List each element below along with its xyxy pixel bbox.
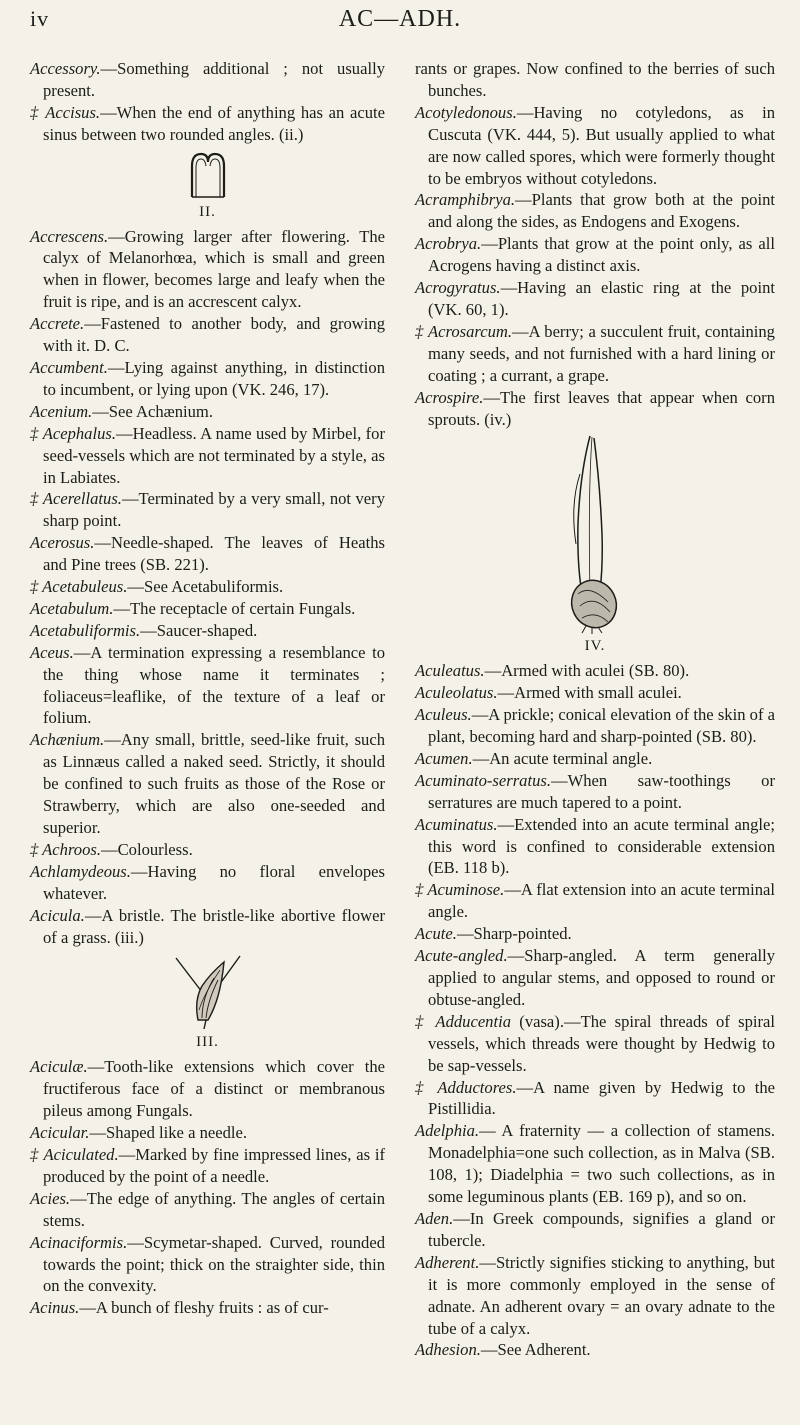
entry-text: —Strictly signifies sticking to anything, but it is more commonly employed in the sense of adnate. An adherent ovary = an ovary adnate to the tube of a calyx.: [428, 1252, 775, 1338]
figure-caption: II.: [199, 203, 216, 220]
entry-text: —Growing larger after flowering. The calyx of Melanorhœa, which is small and green when in flower, becomes large and leafy when the fruit is ripe, and is an accrescent calyx.: [43, 226, 385, 312]
entry-term: Achlamydeous.: [30, 861, 131, 881]
entry-adhesion: [415, 1339, 775, 1361]
entry-term: Acinus.: [30, 1298, 80, 1318]
entry-term: Acuminato-serratus.: [415, 770, 551, 790]
entry-term: Acinaciformis.: [30, 1232, 128, 1252]
entry-term: Acies.: [30, 1188, 71, 1208]
entry-term: Acicula.: [30, 905, 85, 925]
entry-continuation: [415, 58, 775, 102]
left-column: [30, 58, 385, 1319]
figure-ii: [30, 150, 385, 224]
entry-term: ‡ Acetabuleus.: [30, 577, 128, 597]
entry-text: —See Achænium.: [92, 401, 213, 421]
entry-acicula: [30, 905, 385, 949]
entry-term: ‡ Achroos.: [30, 839, 101, 859]
entry-text: —The edge of anything. The angles of certain stems.: [43, 1188, 385, 1230]
entry-text: — A fraternity — a collection of stamens. Monadelphia=one such collection, as in Malva (SB. 108, 1); Diadelphia = two such collections, as in some leguminous plants (EB. 169 p), and so on.: [428, 1121, 775, 1207]
entry-text: —Terminated by a very small, not very sharp point.: [43, 489, 385, 531]
entry-text: rants or grapes. Now confined to the berries of such bunches.: [415, 59, 775, 100]
entry-acuminatus: [415, 814, 775, 880]
entry-term: Aden.: [415, 1208, 454, 1228]
entry-term: Acumen.: [415, 748, 473, 768]
entry-acinus: [30, 1297, 385, 1319]
entry-text: —When saw-toothings or serratures are much tapered to a point.: [428, 770, 775, 812]
entry-text: —A bristle. The bristle-like abortive flower of a grass. (iii.): [43, 905, 385, 947]
entry-accessory: [30, 58, 385, 102]
entry-text: —A prickle; conical elevation of the skin of a plant, becoming hard and sharp-pointed (SB. 80).: [428, 705, 775, 747]
entry-acute-angled: [415, 945, 775, 1011]
entry-term: Acerosus.: [30, 533, 95, 553]
entry-text: —Armed with small aculei.: [497, 683, 682, 703]
entry-aden: [415, 1208, 775, 1252]
entry-text: —Marked by fine impressed lines, as if produced by the point of a needle.: [43, 1144, 385, 1186]
figure-iii: [30, 952, 385, 1054]
entry-adelphia: [415, 1120, 775, 1208]
figure-iv: [415, 434, 775, 658]
entry-term: Achænium.: [30, 730, 105, 750]
entry-text: —Colourless.: [101, 839, 193, 859]
entry-adducentia: [415, 1011, 775, 1077]
right-column: [415, 58, 775, 1361]
entry-aculeolatus: [415, 682, 775, 704]
entry-term: Aceus.: [30, 642, 74, 662]
entry-text: —A berry; a succulent fruit, containing many seeds, and not furnished with a hard lining or coating ; a currant, a grape.: [428, 321, 775, 385]
entry-text: —Plants that grow both at the point and along the sides, as Endogens and Exogens.: [428, 190, 775, 232]
entry-text: —Plants that grow at the point only, as all Acrogens having a distinct axis.: [428, 234, 775, 276]
entry-text: —Having no cotyledons, as in Cuscuta (VK. 444, 5). But usually applied to what are now called spores, which were formerly thought to be embryos without cotyledons.: [428, 102, 775, 188]
entry-term: ‡ Acerellatus.: [30, 489, 122, 509]
entry-text: —Needle-shaped. The leaves of Heaths and Pine trees (SB. 221).: [43, 533, 385, 575]
entry-term: Adelphia.: [415, 1121, 480, 1141]
entry-acumen: [415, 748, 775, 770]
entry-term: Acetabuliformis.: [30, 620, 141, 640]
entry-aculeus: [415, 704, 775, 748]
entry-acerosus: [30, 532, 385, 576]
entry-accrescens: [30, 226, 385, 314]
entry-text: —A name given by Hedwig to the Pistillidia.: [428, 1077, 775, 1119]
entry-term: Acute.: [415, 924, 457, 944]
entry-text: —Fastened to another body, and growing with it. D. C.: [43, 314, 385, 356]
entry-acramphibrya: [415, 189, 775, 233]
entry-acerellatus: [30, 488, 385, 532]
entry-term: Adhesion.: [415, 1340, 481, 1360]
entry-adherent: [415, 1252, 775, 1340]
entry-acuminose: [415, 879, 775, 923]
entry-text: —Something additional ; not usually present.: [43, 59, 385, 100]
entry-text: —Sharp-angled. A term generally applied to angular stems, and opposed to round or obtuse-angled.: [428, 946, 775, 1009]
entry-text: —Lying against anything, in distinction to incumbent, or lying upon (VK. 246, 17).: [43, 357, 385, 399]
entry-term: Aciculæ.: [30, 1057, 88, 1077]
entry-text: —Scymetar-shaped. Curved, rounded towards the point; thick on the straighter side, thin on the convexity.: [43, 1232, 385, 1296]
entry-text: (vasa).—The spiral threads of spiral vessels, which threads were thought by Hedwig to be sap-vessels.: [428, 1011, 775, 1075]
entry-text: —Headless. A name used by Mirbel, for seed-vessels which are not terminated by a style, as in Labiates.: [43, 423, 386, 487]
entry-text: —See Acetabuliformis.: [127, 577, 284, 597]
entry-aciculae: [30, 1056, 385, 1122]
entry-achaenium: [30, 729, 385, 839]
entry-aciculated: [30, 1144, 385, 1188]
entry-acenium: [30, 401, 385, 423]
entry-term: Aculeolatus.: [415, 683, 498, 703]
entry-achlamydeous: [30, 861, 385, 905]
entry-acrobrya: [415, 233, 775, 277]
entry-acephalus: [30, 423, 385, 489]
entry-term: ‡ Adductores.: [415, 1077, 517, 1097]
acrospire-grain-illustration: [550, 434, 640, 634]
entry-term: Acicular.: [30, 1123, 90, 1143]
entry-text: —A flat extension into an acute terminal angle.: [428, 880, 776, 922]
entry-acicular: [30, 1122, 385, 1144]
acicula-grass-flower-illustration: [168, 952, 248, 1030]
entry-term: Acrobrya.: [415, 234, 482, 254]
entry-text: —Having an elastic ring at the point (VK. 60, 1).: [428, 278, 775, 319]
entry-term: ‡ Acuminose.: [415, 880, 505, 900]
entry-adductores: [415, 1077, 775, 1121]
entry-text: —Extended into an acute terminal angle; this word is confined to considerable extension (EB. 118 b).: [428, 814, 775, 878]
entry-acotyledonous: [415, 102, 775, 190]
entry-aceus: [30, 642, 385, 730]
entry-term: Acenium.: [30, 401, 93, 421]
entry-term: Accrete.: [30, 314, 85, 334]
entry-text: —Sharp-pointed.: [456, 924, 572, 944]
entry-text: —Armed with aculei (SB. 80).: [484, 661, 690, 681]
entry-term: Accessory.: [30, 59, 101, 78]
entry-term: ‡ Acrosarcum.: [415, 321, 513, 341]
entry-acuminato-serratus: [415, 770, 775, 814]
entry-acetabuliformis: [30, 620, 385, 642]
entry-term: ‡ Aciculated.: [30, 1144, 119, 1164]
entry-accisus: [30, 102, 385, 146]
entry-acrospire: [415, 387, 775, 431]
entry-term: Acramphibrya.: [415, 190, 516, 210]
entry-text: —The first leaves that appear when corn sprouts. (iv.): [428, 387, 775, 429]
entry-term: Adherent.: [415, 1252, 480, 1272]
entry-text: —In Greek compounds, signifies a gland or tubercle.: [428, 1208, 775, 1250]
entry-term: Acute-angled.: [415, 946, 508, 966]
entry-acinaciformis: [30, 1232, 385, 1298]
entry-acrogyratus: [415, 277, 775, 321]
entry-accumbent: [30, 357, 385, 401]
entry-achroos: [30, 839, 385, 861]
entry-term: ‡ Accisus.: [30, 102, 101, 122]
entry-text: —Tooth-like extensions which cover the fructiferous face of a distinct or membranous pileus among Fungals.: [43, 1057, 385, 1121]
entry-text: —Saucer-shaped.: [140, 620, 258, 640]
entry-text: —See Adherent.: [480, 1340, 591, 1360]
entry-text: —A termination expressing a resemblance to the thing whose name it terminates ; foliaceus=leaflike, of the texture of a leaf or folium.: [43, 642, 385, 728]
entry-acetabulum: [30, 598, 385, 620]
entry-text: —A bunch of fleshy fruits : as of cur-: [79, 1298, 329, 1318]
entry-accrete: [30, 313, 385, 357]
entry-term: ‡ Acephalus.: [30, 423, 116, 443]
figure-caption: IV.: [584, 638, 606, 655]
figure-caption: III.: [196, 1034, 219, 1051]
entry-acetabuleus: [30, 576, 385, 598]
accisus-leaf-illustration: [178, 150, 238, 200]
entry-acute: [415, 923, 775, 945]
entry-term: Aculeatus.: [415, 661, 485, 681]
entry-text: —An acute terminal angle.: [472, 748, 653, 768]
entry-acrosarcum: [415, 321, 775, 387]
entry-text: —Shaped like a needle.: [89, 1123, 248, 1143]
entry-text: —Any small, brittle, seed-like fruit, such as Linnæus called a naked seed. Strictly, it should be confined to such fruits as those of the Rose or Strawberry, which are also one-seeded and superior.: [43, 730, 385, 837]
entry-term: Acuminatus.: [415, 814, 498, 834]
entry-term: Acrospire.: [415, 387, 484, 407]
entry-text: —Having no floral envelopes whatever.: [43, 861, 385, 903]
page-number: iv: [30, 6, 50, 31]
entry-text: —When the end of anything has an acute sinus between two rounded angles. (ii.): [43, 102, 385, 144]
entry-term: ‡ Adducentia: [415, 1011, 511, 1031]
entry-acies: [30, 1188, 385, 1232]
entry-term: Aculeus.: [415, 705, 472, 725]
entry-term: Acetabulum.: [30, 598, 114, 618]
entry-text: —The receptacle of certain Fungals.: [113, 598, 356, 618]
entry-term: Accrescens.: [30, 226, 109, 246]
entry-term: Acrogyratus.: [415, 278, 501, 298]
running-header: AC—ADH.: [338, 6, 462, 32]
entry-aculeatus: [415, 660, 775, 682]
entry-term: Acotyledonous.: [415, 102, 517, 122]
entry-term: Accumbent.: [30, 357, 108, 377]
